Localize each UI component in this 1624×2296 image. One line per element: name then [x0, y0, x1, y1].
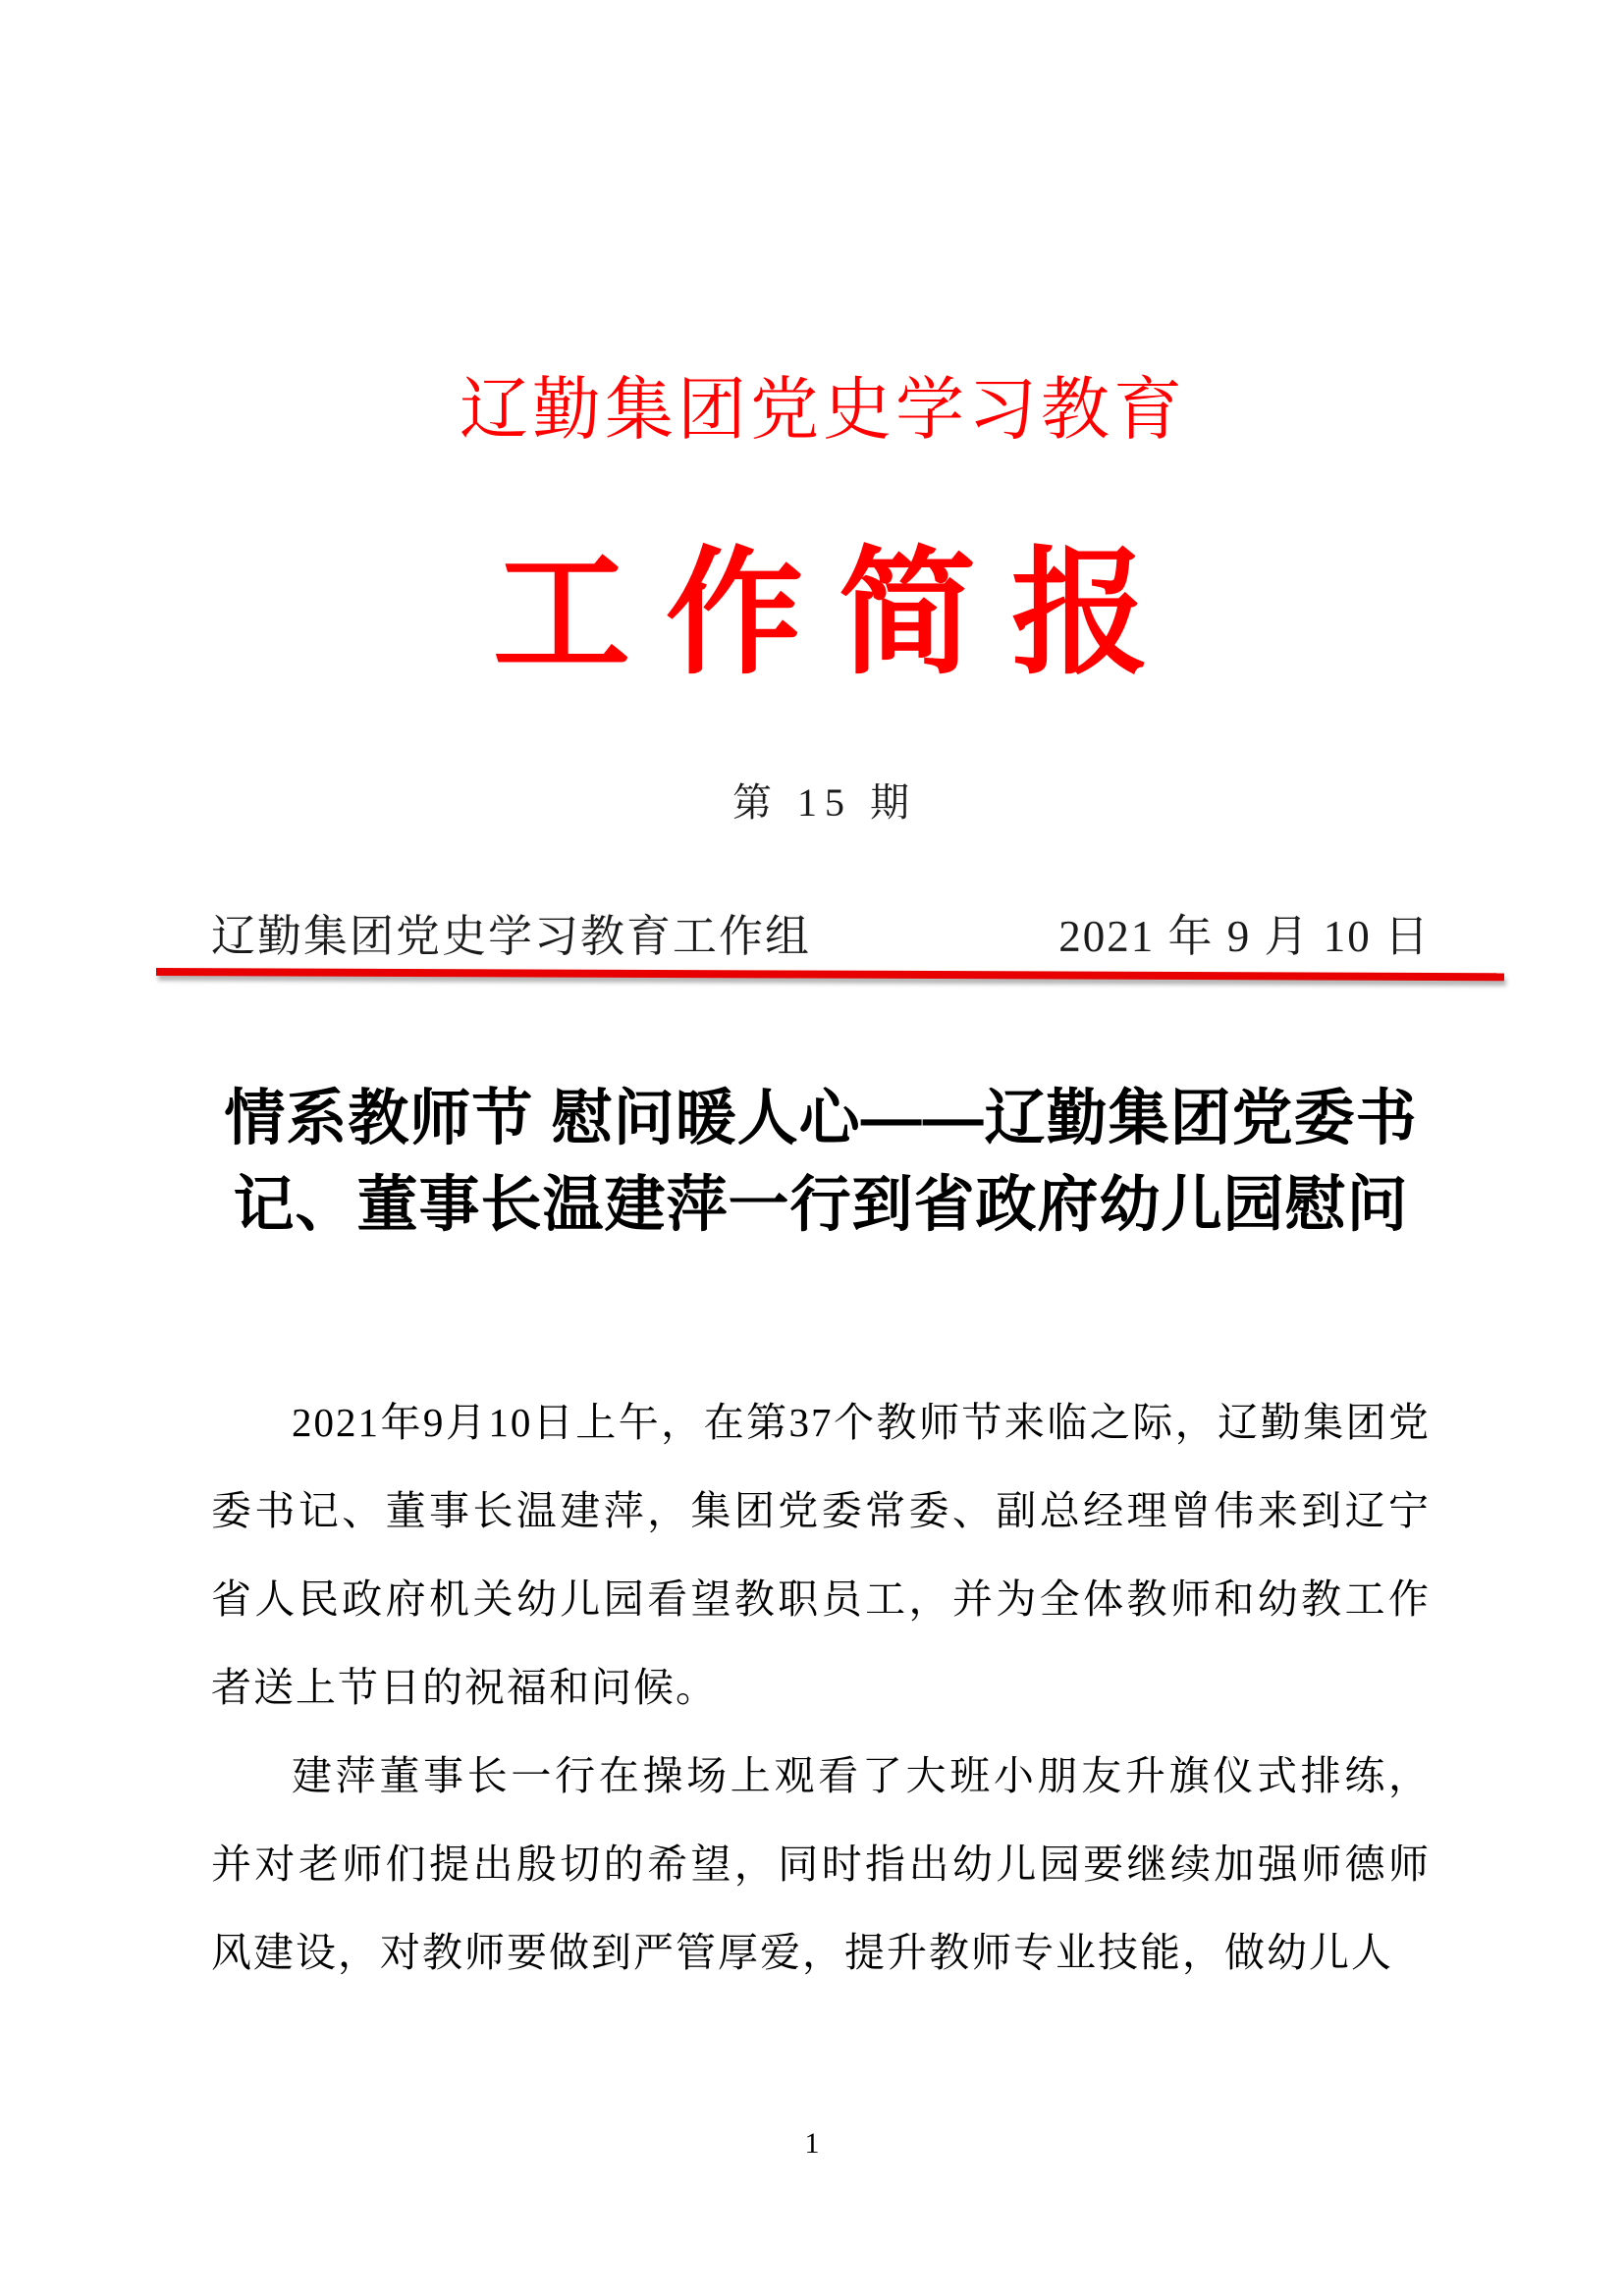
paragraph: 2021年9月10日上午，在第37个教师节来临之际，辽勤集团党委书记、董事长温建萍，集团党委常委、副总经理曾伟来到辽宁省人民政府机关幼儿园看望教职员工，并为全体教师和幼教工作者送上节日的祝福和问候。	[211, 1400, 1431, 1710]
bulletin-title: 工作简报	[492, 539, 1184, 691]
issue-number: 第 15 期	[732, 780, 917, 825]
work-group-label: 辽勤集团党史学习教育工作组	[211, 912, 812, 961]
org-title: 辽勤集团党史学习教育	[460, 373, 1186, 449]
article-headline: 情系教师节 慰问暖人心——辽勤集团党委书记、董事长温建萍一行到省政府幼儿园慰问	[224, 1085, 1418, 1239]
article-body	[211, 1378, 1431, 1997]
red-divider-rule	[156, 968, 1504, 981]
page-footer	[0, 2126, 1624, 2162]
paragraph: 建萍董事长一行在操场上观看了大班小朋友升旗仪式排练，并对老师们提出殷切的希望，同时指出幼儿园要继续加强师德师风建设，对教师要做到严管厚爱，提升教师专业技能，做幼儿人	[211, 1753, 1431, 1975]
byline-row	[211, 911, 1431, 962]
article	[211, 1076, 1431, 1997]
page-number: 1	[804, 2127, 820, 2160]
masthead	[211, 373, 1431, 962]
issue-date: 2021 年 9 月 10 日	[1058, 912, 1431, 961]
